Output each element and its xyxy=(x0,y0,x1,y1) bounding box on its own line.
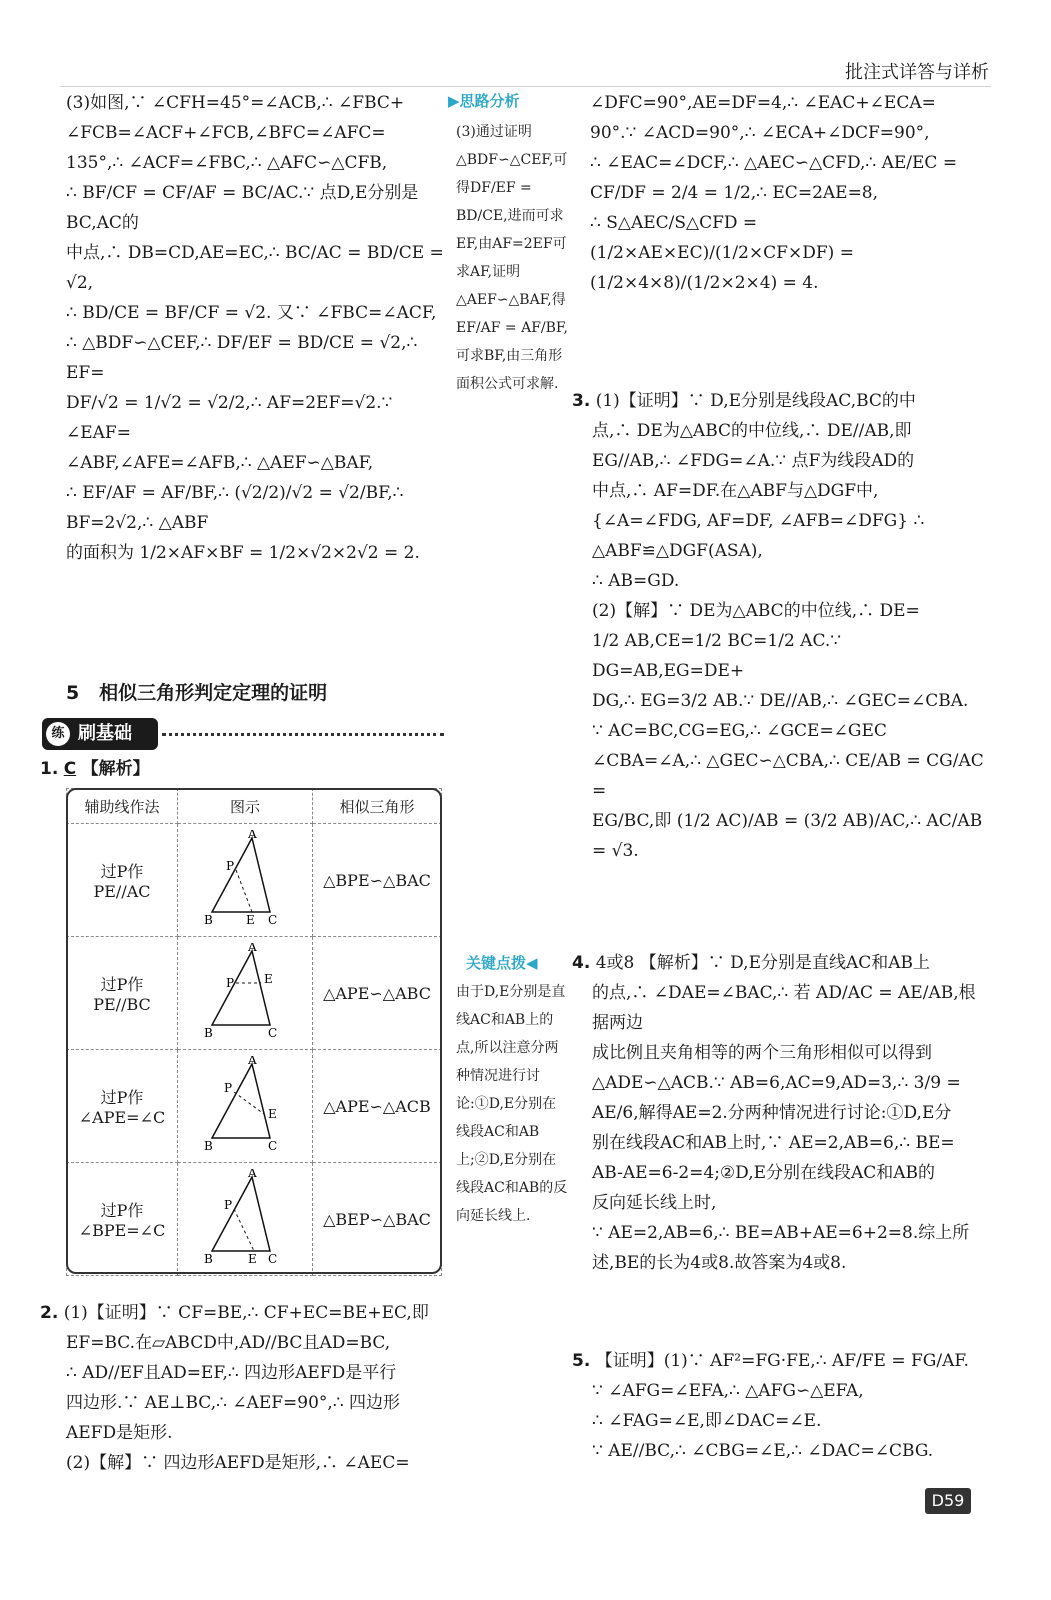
text-line: 的面积为 1/2×AF×BF = 1/2×√2×2√2 = 2. xyxy=(66,543,420,563)
text-line: EG/BC,即 (1/2 AC)/AB = (3/2 AB)/AC,∴ AC/AB = √3. xyxy=(592,811,983,861)
vertex-label: E xyxy=(268,1107,277,1121)
text-line: △ADE∽△ACB.∵ AB=6,AC=9,AD=3,∴ 3/9 = xyxy=(592,1073,961,1093)
text-line: EF=BC.在▱ABCD中,AD//BC且AD=BC, xyxy=(66,1333,391,1353)
text-line: ∠ABF,∠AFE=∠AFB,∴ △AEF∽△BAF, xyxy=(66,453,374,473)
method-line: 过P作 xyxy=(100,975,144,994)
text-line: {∠A=∠FDG, AF=DF, ∠AFB=∠DFG} ∴ △ABF≌△DGF(ASA), xyxy=(592,511,925,561)
method-line: PE//BC xyxy=(93,995,151,1014)
vertex-label: E xyxy=(246,913,255,926)
method-cell xyxy=(67,1050,178,1163)
hint-tag-key-point: 关键点拨◀ xyxy=(466,954,538,972)
text-line: 四边形.∵ AE⊥BC,∴ ∠AEF=90°,∴ 四边形 xyxy=(66,1393,401,1413)
vertex-label: B xyxy=(204,1139,213,1152)
text-line: ∴ BD/CE = BF/CF = √2. 又∵ ∠FBC=∠ACF, xyxy=(66,303,437,323)
answer-choice: C xyxy=(63,759,77,779)
similar-triangles-table xyxy=(66,788,442,1276)
text-line: ∴ S△AEC/S△CFD = (1/2×AE×EC)/(1/2×CF×DF) = (1/2×4×8)/(1/2×2×4) = 4. xyxy=(590,213,854,293)
vertex-label: E xyxy=(264,972,273,986)
table-row xyxy=(67,1163,442,1276)
text-span: 【证明】(1)∵ AF²=FG·FE,∴ AF/FE = FG/AF. xyxy=(595,1351,969,1371)
text-line: ∴ ∠EAC=∠DCF,∴ △AEC∽△CFD,∴ AE/EC = xyxy=(590,153,958,173)
text-line: ∠FCB=∠ACF+∠FCB,∠BFC=∠AFC= xyxy=(66,123,386,143)
method-cell xyxy=(67,1163,178,1276)
text-line: ∵ AE=2,AB=6,∴ BE=AB+AE=6+2=8.综上所 xyxy=(592,1223,970,1243)
text-line: 的点,∴ ∠DAE=∠BAC,∴ 若 AD/AC = AE/AB,根据两边 xyxy=(592,983,976,1033)
section-number: 5 xyxy=(66,682,80,704)
text-line: ∵ ∠AFG=∠EFA,∴ △AFG∽△EFA, xyxy=(592,1381,864,1401)
text-line: 反向延长线上时, xyxy=(592,1193,717,1213)
vertex-label: A xyxy=(248,1169,257,1180)
text-line: DF/√2 = 1/√2 = √2/2,∴ AF=2EF=√2.∵ ∠EAF= xyxy=(66,393,393,443)
badge-label: 刷基础 xyxy=(78,723,132,744)
method-line: ∠APE=∠C xyxy=(78,1108,166,1127)
question-number: 1. xyxy=(40,759,59,779)
text-line: 中点,∴ AF=DF.在△ABF与△DGF中, xyxy=(592,481,879,501)
text-line: CF/DF = 2/4 = 1/2,∴ EC=2AE=8, xyxy=(590,183,879,203)
pencil-icon: 练 xyxy=(46,722,70,746)
triangle-figure xyxy=(200,830,290,926)
text-line: 135°,∴ ∠ACF=∠FBC,∴ △AFC∽△CFB, xyxy=(66,153,388,173)
text-line: 述,BE的长为4或8.故答案为4或8. xyxy=(592,1253,847,1273)
question-number: 2. xyxy=(40,1303,59,1323)
question-number: 5. xyxy=(572,1351,591,1371)
vertex-label: B xyxy=(204,1252,213,1265)
header-divider xyxy=(60,86,991,87)
method-line: PE//AC xyxy=(93,882,151,901)
text-line: ∠CBA=∠A,∴ △GEC∽△CBA,∴ CE/AB = CG/AC = xyxy=(592,751,984,801)
text-line: AE/6,解得AE=2.分两种情况进行讨论:①D,E分 xyxy=(592,1103,952,1123)
text-span: 4或8 【解析】∵ D,E分别是直线AC和AB上 xyxy=(595,953,931,973)
text-line: (2)【解】∵ DE为△ABC的中位线,∴ DE= xyxy=(592,601,920,621)
table-row xyxy=(67,937,442,1050)
table-header: 相似三角形 xyxy=(313,789,442,824)
text-line: EG//AB,∴ ∠FDG=∠A.∵ 点F为线段AD的 xyxy=(592,451,915,471)
text-line: DG,∴ EG=3/2 AB.∵ DE//AB,∴ ∠GEC=∠CBA. xyxy=(592,691,969,711)
question-2 xyxy=(40,1298,450,1478)
method-line: 过P作 xyxy=(100,1201,144,1220)
text-span: (1)【证明】∵ D,E分别是线段AC,BC的中 xyxy=(595,391,916,411)
similar-cell: △APE∽△ACB xyxy=(313,1050,442,1163)
text-line: AEFD是矩形. xyxy=(66,1423,173,1443)
figure-cell xyxy=(178,1050,313,1163)
question-number: 4. xyxy=(572,953,591,973)
text-line xyxy=(40,1298,450,1328)
vertex-label: B xyxy=(204,1026,213,1039)
hint-key-point-text: 由于D,E分别是直线AC和AB上的点,所以注意分两种情况进行讨论:①D,E分别在线段AC和AB上;②D,E分别在线段AC和AB的反向延长线上. xyxy=(456,984,568,1224)
vertex-label: A xyxy=(248,830,257,841)
text-line xyxy=(572,948,987,978)
similar-cell: △APE∽△ABC xyxy=(313,937,442,1050)
text-line: ∵ AC=BC,CG=EG,∴ ∠GCE=∠GEC xyxy=(592,721,887,741)
text-line: ∴ ∠FAG=∠E,即∠DAC=∠E. xyxy=(592,1411,822,1431)
text-line xyxy=(572,386,987,416)
text-line: 中点,∴ DB=CD,AE=EC,∴ BC/AC = BD/CE = √2, xyxy=(66,243,444,293)
vertex-label: E xyxy=(248,1252,257,1265)
question-5 xyxy=(572,1346,987,1466)
vertex-label: C xyxy=(268,1252,278,1265)
vertex-label: C xyxy=(268,913,278,926)
text-line: ∴ EF/AF = AF/BF,∴ (√2/2)/√2 = √2/BF,∴ BF=2√2,∴ △ABF xyxy=(66,483,404,533)
text-line: 成比例且夹角相等的两个三角形相似可以得到 xyxy=(592,1043,932,1063)
table-header: 图示 xyxy=(178,789,313,824)
vertex-label: P xyxy=(224,1081,233,1095)
basic-practice-badge xyxy=(42,718,158,750)
text-line: 90°.∵ ∠ACD=90°,∴ ∠ECA+∠DCF=90°, xyxy=(590,123,930,143)
page-number: D59 xyxy=(925,1488,971,1514)
text-line: (3)如图,∵ ∠CFH=45°=∠ACB,∴ ∠FBC+ xyxy=(66,93,405,113)
triangle-figure xyxy=(200,943,290,1039)
vertex-label: P xyxy=(224,1198,233,1212)
question-4 xyxy=(572,948,987,1278)
similar-cell: △BEP∽△BAC xyxy=(313,1163,442,1276)
right-column xyxy=(590,88,985,298)
text-line: ∴ BF/CF = CF/AF = BC/AC.∵ 点D,E分别是BC,AC的 xyxy=(66,183,419,233)
section-heading xyxy=(66,678,327,705)
figure-cell xyxy=(178,1163,313,1276)
text-line: ∴ AB=GD. xyxy=(592,571,680,591)
text-line: ∠DFC=90°,AE=DF=4,∴ ∠EAC+∠ECA= xyxy=(590,93,936,113)
figure-cell xyxy=(178,824,313,937)
vertex-label: C xyxy=(268,1139,278,1152)
left-column xyxy=(66,88,446,568)
triangle-figure xyxy=(200,1056,290,1152)
method-line: 过P作 xyxy=(100,862,144,881)
table-row xyxy=(67,824,442,937)
text-line: AB-AE=6-2=4;②D,E分别在线段AC和AB的 xyxy=(592,1163,936,1183)
page-header: 批注式详答与详析 xyxy=(845,62,989,83)
text-line: 别在线段AC和AB上时,∵ AE=2,AB=6,∴ BE= xyxy=(592,1133,955,1153)
question-3 xyxy=(572,386,987,866)
figure-cell xyxy=(178,937,313,1050)
vertex-label: P xyxy=(226,859,235,873)
hint-analysis-text: (3)通过证明△BDF∽△CEF,可得DF/EF = BD/CE,进而可求EF,由AF=2EF可求AF,证明△AEF∽△BAF,得EF/AF = AF/BF,可求BF,由三角形面积公式可求解. xyxy=(456,124,568,392)
text-line: 1/2 AB,CE=1/2 BC=1/2 AC.∵ DG=AB,EG=DE+ xyxy=(592,631,842,681)
vertex-label: A xyxy=(248,1056,257,1067)
text-line: (2)【解】∵ 四边形AEFD是矩形,∴ ∠AEC= xyxy=(66,1453,410,1473)
vertex-label: A xyxy=(248,943,257,954)
question-1-header xyxy=(40,754,340,784)
vertex-label: P xyxy=(226,976,235,990)
text-span: (1)【证明】∵ CF=BE,∴ CF+EC=BE+EC,即 xyxy=(63,1303,429,1323)
similar-cell: △BPE∽△BAC xyxy=(313,824,442,937)
method-cell xyxy=(67,824,178,937)
method-line: 过P作 xyxy=(100,1088,144,1107)
table-header: 辅助线作法 xyxy=(67,789,178,824)
section-title: 相似三角形判定定理的证明 xyxy=(99,682,328,704)
method-line: ∠BPE=∠C xyxy=(78,1221,166,1240)
text-line: ∴ △BDF∽△CEF,∴ DF/EF = BD/CE = √2,∴ EF= xyxy=(66,333,418,383)
vertex-label: B xyxy=(204,913,213,926)
text-line: 点,∴ DE为△ABC的中位线,∴ DE//AB,即 xyxy=(592,421,912,441)
table-row xyxy=(67,1050,442,1163)
text-line: ∵ AE//BC,∴ ∠CBG=∠E,∴ ∠DAC=∠CBG. xyxy=(592,1441,934,1461)
text-line: ∴ AD//EF且AD=EF,∴ 四边形AEFD是平行 xyxy=(66,1363,397,1383)
triangle-figure xyxy=(200,1169,290,1265)
question-number: 3. xyxy=(572,391,591,411)
method-cell xyxy=(67,937,178,1050)
text-line xyxy=(572,1346,987,1376)
dotted-divider xyxy=(162,733,444,736)
vertex-label: C xyxy=(268,1026,278,1039)
hint-tag-analysis: ▶思路分析 xyxy=(448,92,520,110)
analysis-tag: 【解析】 xyxy=(81,759,150,779)
